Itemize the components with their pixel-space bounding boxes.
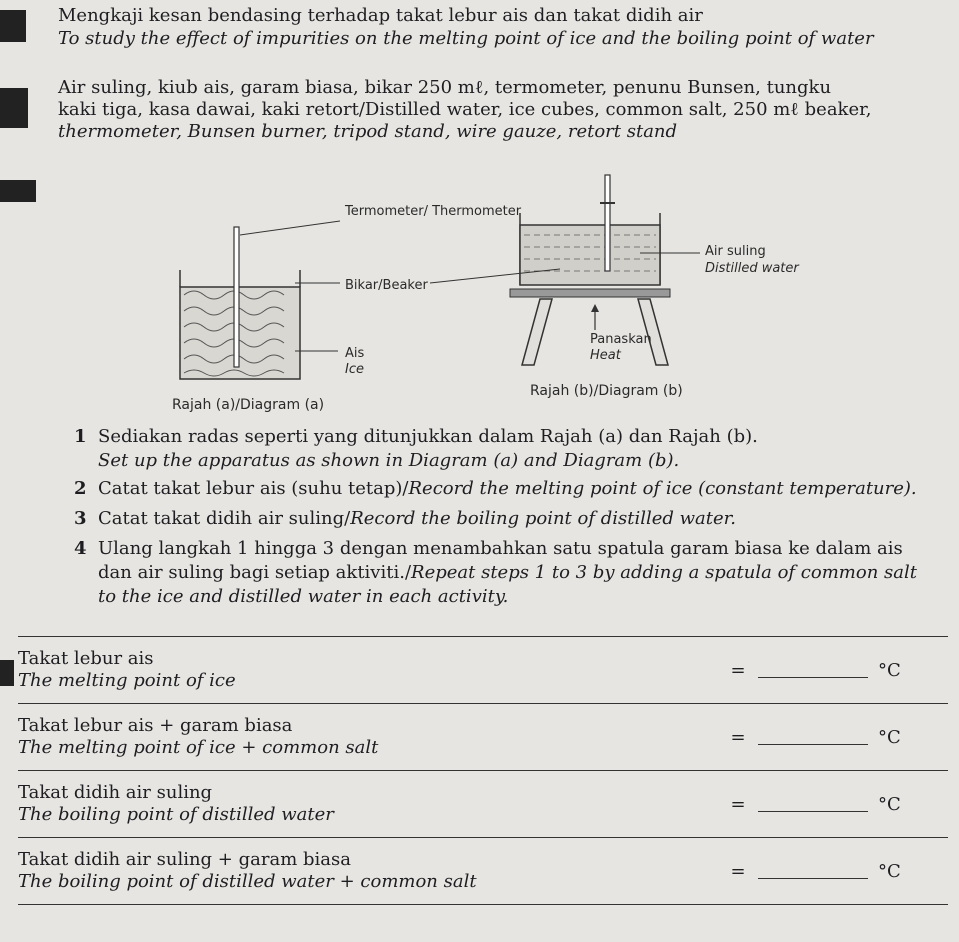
margin-mark (0, 10, 26, 42)
label-ice-malay: Ais (345, 346, 365, 361)
table-row: Takat lebur ais The melting point of ice = °C (18, 637, 948, 704)
results-table (18, 636, 948, 905)
table-row: Takat didih air suling + garam biasa The boiling point of distilled water + common salt = °C (18, 838, 948, 905)
materials-line-3: thermometer, Bunsen burner, tripod stand, wire gauze, retort stand (58, 121, 678, 142)
caption-diagram-b: Rajah (b)/Diagram (b) (530, 383, 683, 399)
label-ice-english: Ice (345, 362, 364, 377)
answer-blank[interactable] (758, 838, 878, 905)
caption-diagram-a: Rajah (a)/Diagram (a) (172, 397, 325, 413)
answer-blank[interactable] (758, 704, 878, 771)
procedure-steps (74, 425, 948, 613)
margin-mark (0, 660, 14, 686)
step-1: 1 Sediakan radas seperti yang ditunjukkan dalam Rajah (a) dan Rajah (b). Set up the apparatus as shown in Diagram (a) and Diagram (b). (74, 426, 758, 471)
label-heat-english: Heat (590, 348, 621, 363)
margin-mark (0, 88, 28, 128)
diagram-a (180, 221, 340, 379)
answer-blank[interactable] (758, 771, 878, 838)
heading-english: To study the effect of impurities on the melting point of ice and the boiling point of water (58, 28, 874, 49)
step-2: 2 Catat takat lebur ais (suhu tetap)/Record the melting point of ice (constant temperature). (74, 478, 917, 499)
step-4: 4 Ulang langkah 1 hingga 3 dengan menambahkan satu spatula garam biasa ke dalam ais dan air suling bagi setiap aktiviti./Repeat steps 1 to 3 by adding a spatula of common salt to the ice and distilled water in each activity. (74, 538, 917, 607)
step-3: 3 Catat takat didih air suling/Record the boiling point of distilled water. (74, 508, 737, 529)
label-thermometer: Termometer/ Thermometer (345, 204, 522, 219)
margin-mark (0, 180, 36, 202)
label-water-malay: Air suling (705, 244, 766, 259)
table-row: Takat lebur ais + garam biasa The melting point of ice + common salt = °C (18, 704, 948, 771)
answer-blank[interactable] (758, 637, 878, 704)
apparatus-diagram (160, 165, 820, 415)
label-beaker: Bikar/Beaker (345, 278, 428, 293)
heading-malay: Mengkaji kesan bendasing terhadap takat lebur ais dan takat didih air (58, 5, 703, 26)
materials-line-2: kaki tiga, kasa dawai, kaki retort/Distilled water, ice cubes, common salt, 250 mℓ beaker, (58, 99, 872, 120)
label-water-english: Distilled water (705, 261, 799, 276)
table-row: Takat didih air suling The boiling point of distilled water = °C (18, 771, 948, 838)
label-heat-malay: Panaskan (590, 332, 652, 347)
materials-line-1: Air suling, kiub ais, garam biasa, bikar 250 mℓ, termometer, penunu Bunsen, tungku (58, 77, 832, 98)
